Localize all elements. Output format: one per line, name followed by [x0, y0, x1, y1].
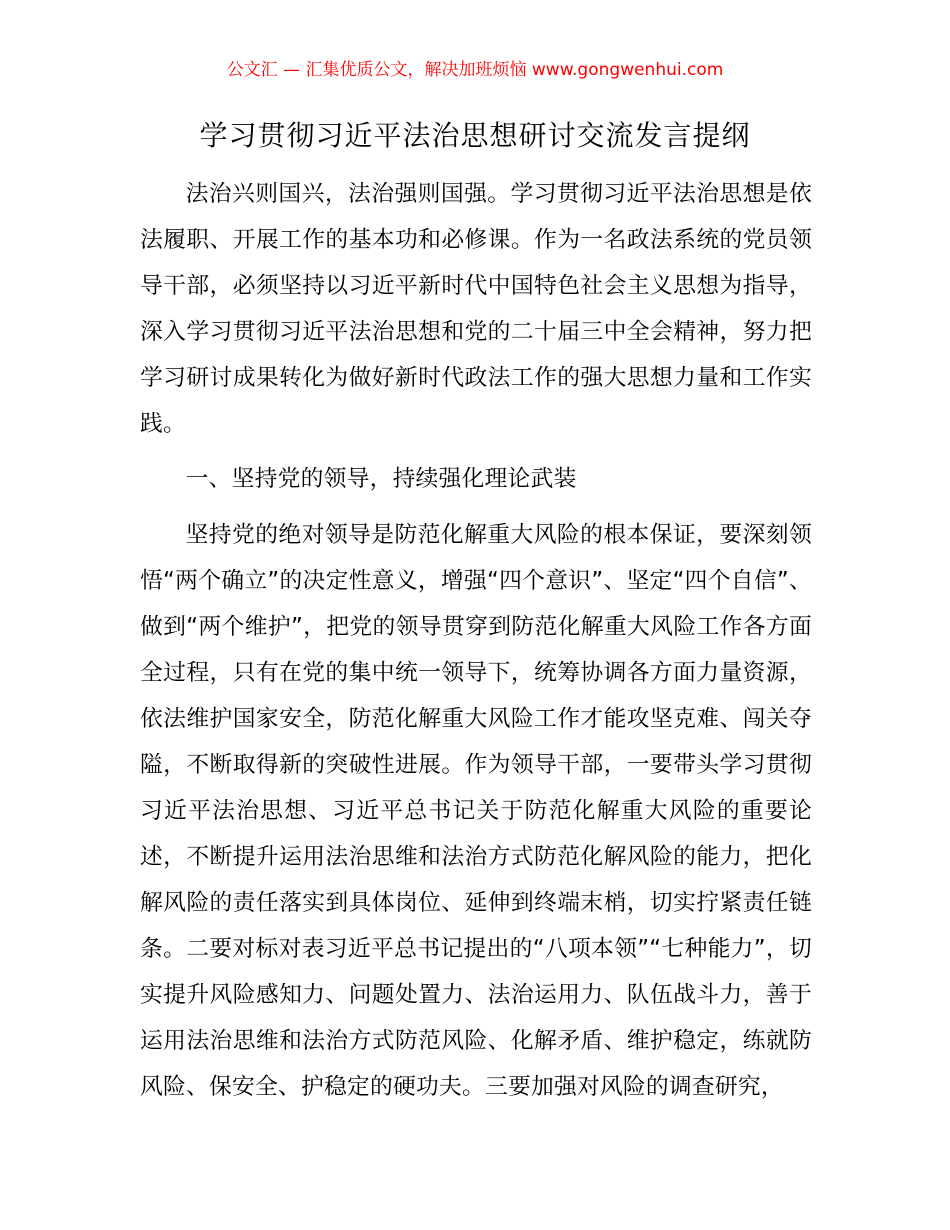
intro-paragraph: 法治兴则国兴，法治强则国强。学习贯彻习近平法治思想是依法履职、开展工作的基本功和必修课。作为一名政法系统的党员领导干部，必须坚持以习近平新时代中国特色社会主义思想为指导，深入学习贯彻习近平法治思想和党的二十届三中全会精神，努力把学习研讨成果转化为做好新时代政法工作的强大思想力量和工作实践。 — [140, 181, 812, 437]
document-title: 学习贯彻习近平法治思想研讨交流发言提纲 — [199, 119, 751, 152]
section-paragraph: 坚持党的绝对领导是防范化解重大风险的根本保证，要深刻领悟“两个确立”的决定性意义，增强“四个意识”、坚定“四个自信”、做到“两个维护”，把党的领导贯穿到防范化解重大风险工作各方面全过程，只有在党的集中统一领导下，统筹协调各方面力量资源，依法维护国家安全，防范化解重大风险工作才能攻坚克难、闯关夺隘，不断取得新的突破性进展。作为领导干部，一要带头学习贯彻习近平法治思想、习近平总书记关于防范化解重大风险的重要论述，不断提升运用法治思维和法治方式防范化解风险的能力，把化解风险的责任落实到具体岗位、延伸到终端末梢，切实拧紧责任链条。二要对标对表习近平总书记提出的“八项本领”“七种能力”，切实提升风险感知力、问题处置力、法治运用力、队伍战斗力，善于运用法治思维和法治方式防范风险、化解矛盾、维护稳定，练就防风险、保安全、护稳定的硬功夫。三要加强对风险的调查研究， — [140, 522, 812, 1100]
header-banner: 公文汇 — 汇集优质公文，解决加班烦恼 www.gongwenhui.com — [226, 60, 724, 80]
document-body — [140, 171, 812, 1110]
section-heading: 一、坚持党的领导，持续强化理论武装 — [185, 466, 577, 492]
